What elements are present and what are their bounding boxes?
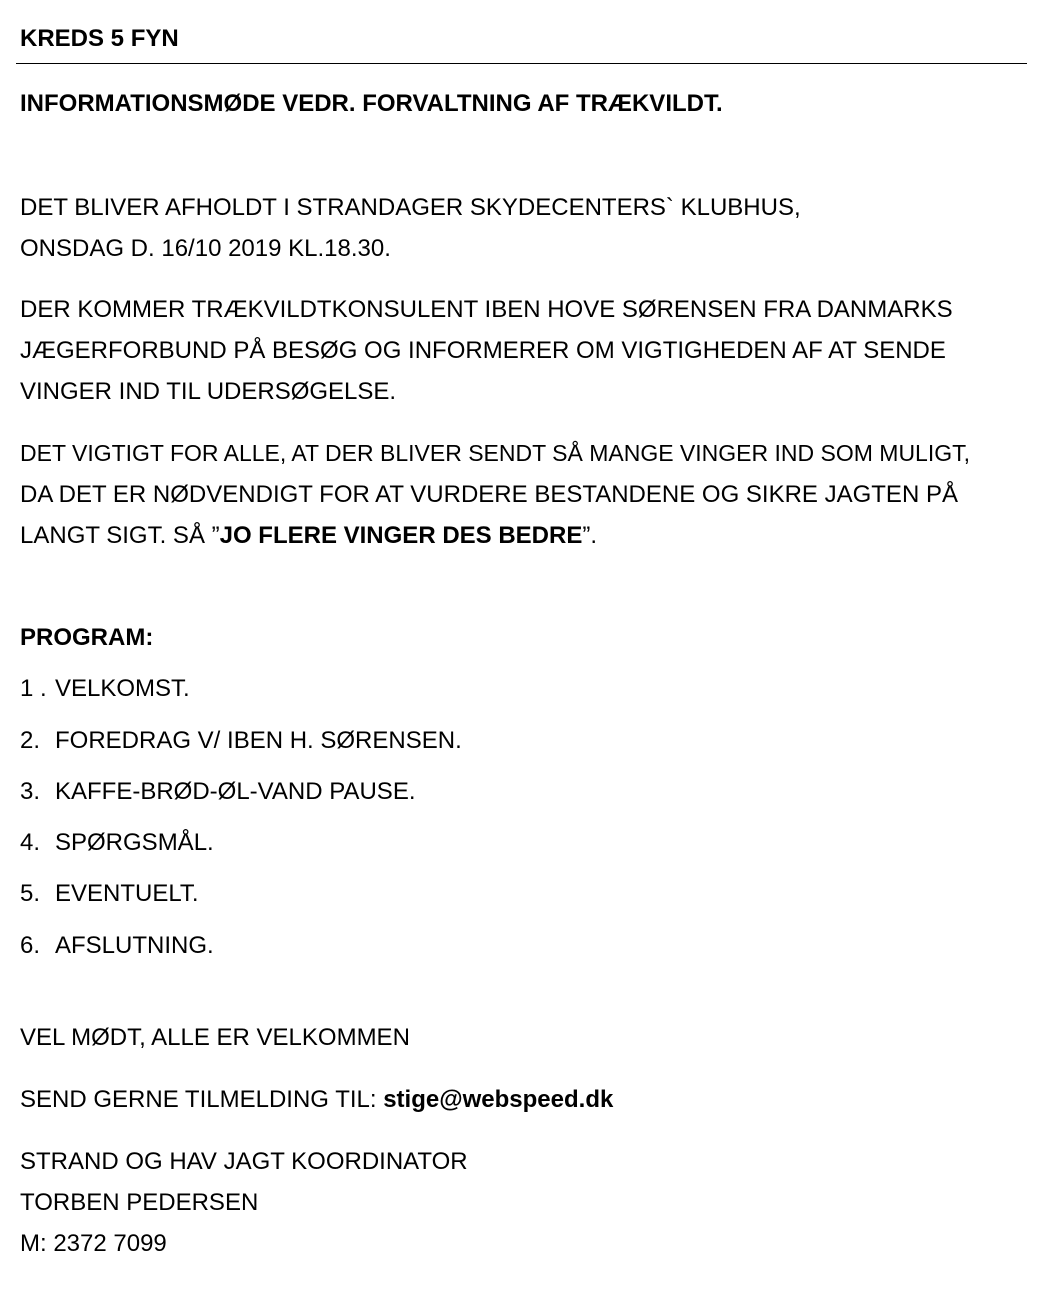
program-item-number: 4. bbox=[20, 829, 41, 856]
welcome-text: VEL MØDT, ALLE ER VELKOMMEN bbox=[20, 1024, 410, 1051]
program-item bbox=[20, 822, 214, 863]
paragraph-1-line-2: JÆGERFORBUND PÅ BESØG OG INFORMERER OM VIGTIGHEDEN AF AT SENDE bbox=[20, 337, 946, 364]
paragraph-2-line-2: DA DET ER NØDVENDIGT FOR AT VURDERE BESTANDENE OG SIKRE JAGTEN PÅ bbox=[20, 481, 958, 508]
signup-email-link[interactable]: stige@webspeed.dk bbox=[383, 1086, 614, 1113]
program-item bbox=[20, 771, 416, 812]
signup-line bbox=[20, 1079, 613, 1120]
program-item-label: AFSLUTNING. bbox=[55, 932, 214, 959]
program-item-label: EVENTUELT. bbox=[55, 880, 199, 907]
paragraph-2-line-1: DET VIGTIGT FOR ALLE, AT DER BLIVER SENDT SÅ MANGE VINGER IND SOM MULIGT, bbox=[20, 440, 971, 466]
program-item-label: KAFFE-BRØD-ØL-VAND PAUSE. bbox=[55, 778, 416, 805]
program-item-label: FOREDRAG V/ IBEN H. SØRENSEN. bbox=[55, 727, 462, 754]
header-divider bbox=[16, 63, 1027, 64]
program-item bbox=[20, 873, 199, 914]
program-item-number: 1 . bbox=[20, 675, 47, 702]
slogan: JO FLERE VINGER DES BEDRE bbox=[219, 522, 583, 549]
program-item-number: 6. bbox=[20, 932, 41, 959]
coordinator-role: STRAND OG HAV JAGT KOORDINATOR bbox=[20, 1148, 468, 1175]
paragraph-2-line-3 bbox=[20, 515, 597, 556]
program-item-label: SPØRGSMÅL. bbox=[55, 829, 214, 856]
paragraph-1-line-1: DER KOMMER TRÆKVILDTKONSULENT IBEN HOVE SØRENSEN FRA DANMARKS bbox=[20, 296, 953, 323]
coordinator-phone: M: 2372 7099 bbox=[20, 1230, 167, 1257]
paragraph-1-line-3: VINGER IND TIL UDERSØGELSE. bbox=[20, 378, 397, 405]
program-item-label: VELKOMST. bbox=[55, 675, 190, 702]
slogan-suffix: ”. bbox=[582, 522, 598, 549]
program-item bbox=[20, 668, 190, 709]
program-item-number: 2. bbox=[20, 727, 41, 754]
program-item bbox=[20, 720, 462, 761]
program-item-number: 5. bbox=[20, 880, 41, 907]
page-title: INFORMATIONSMØDE VEDR. FORVALTNING AF TRÆKVILDT. bbox=[20, 90, 723, 117]
location-line-2: ONSDAG D. 16/10 2019 KL.18.30. bbox=[20, 235, 391, 262]
program-item bbox=[20, 925, 214, 966]
signup-label: SEND GERNE TILMELDING TIL: bbox=[20, 1086, 384, 1113]
slogan-prefix: LANGT SIGT. SÅ ” bbox=[20, 522, 220, 549]
program-item-number: 3. bbox=[20, 778, 41, 805]
coordinator-name: TORBEN PEDERSEN bbox=[20, 1189, 259, 1216]
org-heading: KREDS 5 FYN bbox=[20, 25, 179, 52]
program-heading: PROGRAM: bbox=[20, 624, 154, 651]
location-line-1: DET BLIVER AFHOLDT I STRANDAGER SKYDECENTERS` KLUBHUS, bbox=[20, 194, 801, 221]
